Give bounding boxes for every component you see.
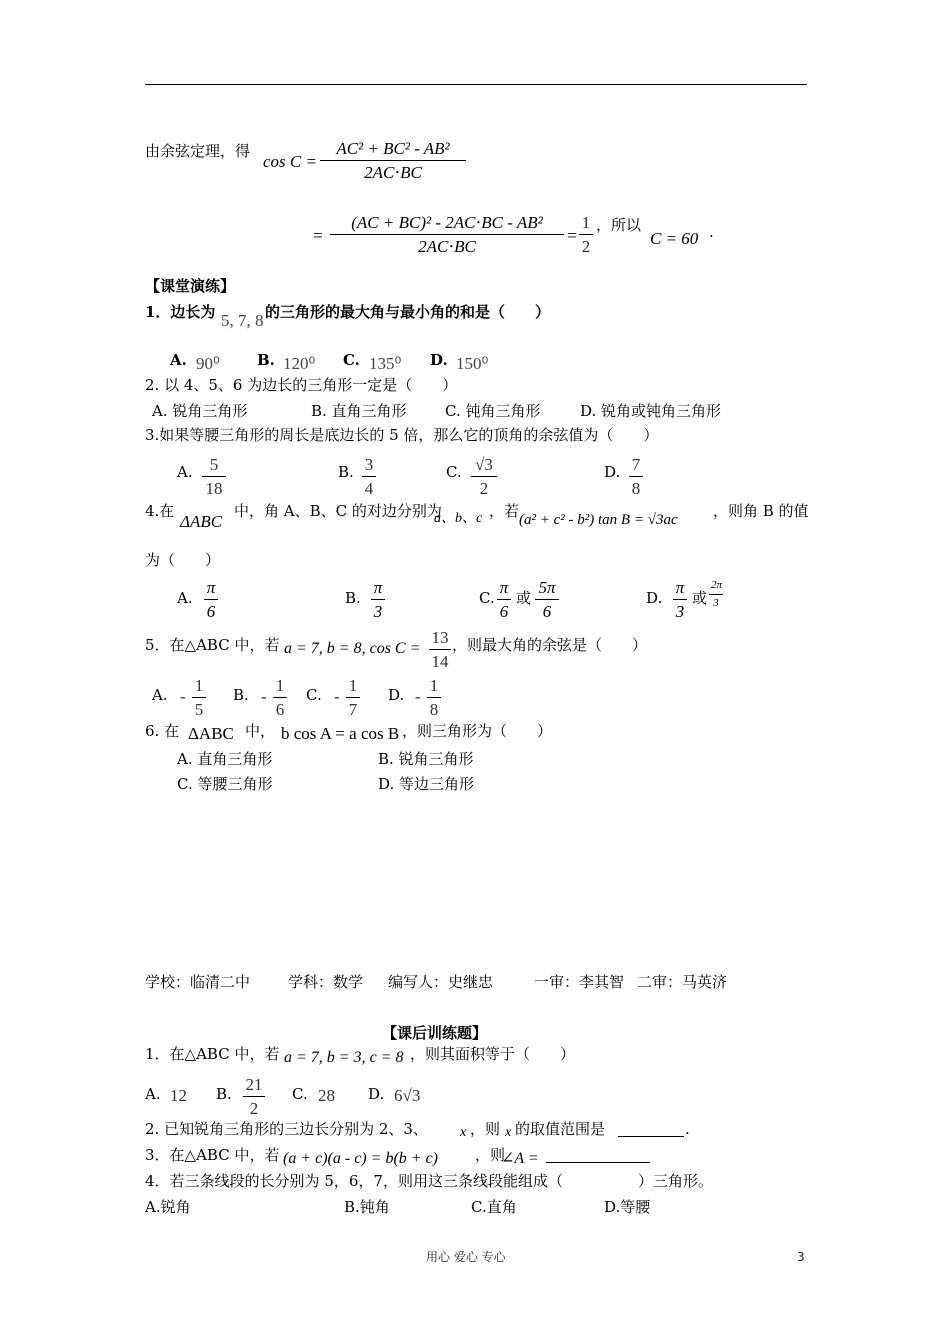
hw-q3-stem-a: 3．在△ABC 中，若 <box>145 1146 280 1164</box>
fraction-numerator: 1 <box>427 677 441 698</box>
q4-sides: a、b、c <box>434 511 483 526</box>
q5-stem-a: 5．在△ABC 中，若 <box>145 636 280 654</box>
fraction-denominator: 3 <box>373 602 383 621</box>
fraction-numerator: (AC + BC)² - 2AC⋅BC - AB² <box>330 214 564 235</box>
footer-motto: 用心 爱心 专心 <box>426 1250 506 1264</box>
q3-opt-d-label: D. <box>604 463 621 481</box>
hw-q2-stem-b: ，则 <box>470 1120 501 1138</box>
q3-opt-d-fraction <box>629 456 643 497</box>
q6-opt-d: D. 等边三角形 <box>378 775 475 793</box>
hw-q2-stem-a: 2. 已知锐角三角形的三边长分别为 2、3、 <box>145 1120 428 1138</box>
credit-author: 编写人：史继忠 <box>388 973 494 991</box>
q5-opt-d-fraction <box>427 677 441 718</box>
fraction-denominator: 18 <box>205 479 223 498</box>
q5-opt-d-label: D. <box>388 686 405 704</box>
fraction-denominator: 2 <box>479 479 489 498</box>
fraction-numerator: AC² + BC² - AB² <box>320 140 466 161</box>
section-title-homework: 【课后训练题】 <box>382 1024 488 1042</box>
q3-opt-b-label: B. <box>338 463 354 481</box>
q6-stem-c: ，则三角形为（ ） <box>402 722 553 740</box>
q4-triangle: ΔABC <box>180 512 223 531</box>
fraction-denominator: 4 <box>364 479 374 498</box>
q4-opt-d-or: 或 <box>692 589 708 607</box>
q4-opt-d-label: D. <box>646 589 663 607</box>
hw-q4-opt-d: D.等腰 <box>604 1198 651 1216</box>
q4-opt-c-or: 或 <box>516 589 532 607</box>
half-fraction <box>579 214 593 255</box>
q4-condition: (a² + c² - b²) tan B = √3ac <box>519 512 678 528</box>
q6-opt-a: A. 直角三角形 <box>177 750 273 768</box>
q1-sides: 5, 7, 8 <box>221 311 264 330</box>
q4-stem-d: ，则角 B 的值 <box>713 502 809 520</box>
q4-opt-b-fraction <box>371 579 385 620</box>
period: . <box>709 223 714 241</box>
hw-q1-opt-c-label: C. <box>292 1085 308 1103</box>
fraction-numerator: 3 <box>362 456 376 477</box>
page-number: 3 <box>797 1250 805 1264</box>
q1-opt-b-label: B. <box>257 351 275 369</box>
hw-q4-opt-b: B.钝角 <box>344 1198 390 1216</box>
q4-opt-c-fraction-2 <box>535 579 559 620</box>
fraction-numerator: 7 <box>629 456 643 477</box>
header-rule <box>145 84 807 85</box>
q4-opt-c-fraction <box>497 579 511 620</box>
fraction-denominator: 3 <box>675 602 685 621</box>
q5-opt-b-fraction <box>273 677 287 718</box>
q5-opt-c-minus: - <box>334 687 340 706</box>
result-angle: C = 60 <box>650 229 699 248</box>
hw-q2-var-2: x <box>505 1125 512 1140</box>
cos-c-lhs: cos C = <box>263 152 317 171</box>
q4-stem-b: 中，角 A、B、C 的对边分别为 <box>234 502 442 520</box>
hw-q4-stem: 4．若三条线段的长分别为 5，6，7，则用这三条线段能组成（ ）三角形。 <box>145 1172 713 1190</box>
q1-opt-c-value: 135⁰ <box>369 354 402 373</box>
fraction-denominator: 8 <box>429 700 439 719</box>
q5-opt-c-fraction <box>346 677 360 718</box>
fraction-numerator: √3 <box>471 456 497 477</box>
q5-fraction <box>429 629 451 670</box>
q5-stem-b: ，则最大角的余弦是（ ） <box>452 636 648 654</box>
fraction-denominator: 2AC⋅BC <box>364 163 422 182</box>
credit-review-1: 一审：李其智 <box>534 973 625 991</box>
hw-q3-answer-blank[interactable] <box>546 1162 650 1163</box>
q5-opt-a-minus: - <box>180 687 186 706</box>
q1-opt-a-value: 90⁰ <box>196 354 220 373</box>
section-title-practice: 【课堂演练】 <box>145 277 236 295</box>
fraction-numerator: π <box>204 579 218 600</box>
q1-opt-a-label: A. <box>170 351 187 369</box>
q5-condition: a = 7, b = 8, cos C = <box>284 640 421 657</box>
hw-q3-stem-b: ，则 <box>475 1146 506 1164</box>
fraction-denominator: 6 <box>499 602 509 621</box>
hw-q3-condition: (a + c)(a - c) = b(b + c) <box>283 1150 438 1167</box>
fraction-denominator: 5 <box>194 700 204 719</box>
q1-opt-d-value: 150⁰ <box>456 354 489 373</box>
q2-opt-a: A. 锐角三角形 <box>152 402 248 420</box>
fraction-denominator: 8 <box>631 479 641 498</box>
q3-opt-b-fraction <box>362 456 376 497</box>
q3-opt-a-fraction <box>202 456 226 497</box>
equals-sign-2: = <box>566 226 578 245</box>
hw-q1-opt-a-label: A. <box>145 1085 161 1103</box>
hw-q4-opt-c: C.直角 <box>471 1198 517 1216</box>
q4-opt-d-fraction <box>673 579 687 620</box>
q6-stem-b: 中， <box>245 722 276 740</box>
q1-stem-b: 的三角形的最大角与最小角的和是（ ） <box>265 303 551 321</box>
q3-opt-a-label: A. <box>177 463 193 481</box>
derivation-intro: 由余弦定理，得 <box>145 142 251 160</box>
q6-opt-b: B. 锐角三角形 <box>378 750 474 768</box>
q1-opt-b-value: 120⁰ <box>283 354 316 373</box>
fraction-numerator: 1 <box>579 214 593 235</box>
q5-opt-c-label: C. <box>306 686 322 704</box>
credit-school: 学校：临清二中 <box>145 973 251 991</box>
hw-q1-opt-b-fraction <box>243 1076 265 1117</box>
q5-opt-b-minus: - <box>261 687 267 706</box>
so-text: ，所以 <box>596 216 642 234</box>
q4-opt-d-fraction-2 <box>709 580 723 609</box>
q1-opt-c-label: C. <box>343 351 360 369</box>
q4-opt-a-fraction <box>204 579 218 620</box>
hw-q1-stem-b: ，则其面积等于（ ） <box>410 1045 576 1063</box>
q3-opt-c-label: C. <box>446 463 462 481</box>
fraction-denominator: 3 <box>713 597 719 609</box>
hw-q1-condition: a = 7, b = 3, c = 8 <box>284 1049 404 1066</box>
q6-opt-c: C. 等腰三角形 <box>177 775 273 793</box>
q2-opt-d: D. 锐角或钝角三角形 <box>580 402 722 420</box>
hw-q1-opt-d-label: D. <box>368 1085 385 1103</box>
q4-opt-c-label: C. <box>479 589 495 607</box>
expanded-fraction <box>330 214 564 255</box>
q5-opt-b-label: B. <box>233 686 249 704</box>
q4-opt-b-label: B. <box>345 589 361 607</box>
hw-q2-period: . <box>685 1120 690 1138</box>
fraction-denominator: 14 <box>431 652 449 671</box>
hw-q3-angle: ∠A = <box>501 1150 539 1167</box>
hw-q1-stem-a: 1．在△ABC 中，若 <box>145 1045 280 1063</box>
q5-opt-d-minus: - <box>415 687 421 706</box>
credit-review-2: 二审：马英济 <box>637 973 728 991</box>
fraction-denominator: 6 <box>275 700 285 719</box>
fraction-denominator: 2 <box>249 1099 259 1118</box>
hw-q1-opt-b-label: B. <box>216 1085 232 1103</box>
q4-stem-e: 为（ ） <box>145 551 221 569</box>
q2-opt-c: C. 钝角三角形 <box>445 402 541 420</box>
hw-q2-stem-c: 的取值范围是 <box>515 1120 606 1138</box>
q1-stem-a: 1．边长为 <box>145 303 216 321</box>
hw-q1-opt-d-value: 6√3 <box>394 1086 421 1105</box>
fraction-numerator: 21 <box>243 1076 265 1097</box>
q5-opt-a-label: A. <box>152 686 168 704</box>
hw-q1-opt-c-value: 28 <box>318 1086 335 1105</box>
fraction-denominator: 2AC⋅BC <box>418 237 476 256</box>
fraction-numerator: 5π <box>535 579 559 600</box>
q5-opt-a-fraction <box>192 677 206 718</box>
fraction-denominator: 6 <box>206 602 216 621</box>
q6-condition: b cos A = a cos B <box>281 724 400 743</box>
q2-stem: 2. 以 4、5、6 为边长的三角形一定是（ ） <box>145 376 458 394</box>
hw-q2-answer-blank[interactable] <box>618 1136 684 1137</box>
q1-opt-d-label: D. <box>430 351 448 369</box>
fraction-numerator: π <box>371 579 385 600</box>
hw-q2-var: x <box>460 1125 467 1140</box>
fraction-denominator: 6 <box>542 602 552 621</box>
fraction-numerator: 2π <box>709 580 723 595</box>
fraction-numerator: 13 <box>429 629 451 650</box>
q4-stem-c: ，若 <box>489 502 520 520</box>
fraction-numerator: 5 <box>202 456 226 477</box>
hw-q4-opt-a: A.锐角 <box>145 1198 191 1216</box>
fraction-denominator: 7 <box>348 700 358 719</box>
q3-opt-c-fraction <box>471 456 497 497</box>
q3-stem: 3.如果等腰三角形的周长是底边长的 5 倍，那么它的顶角的余弦值为（ ） <box>145 426 659 444</box>
hw-q1-opt-a-value: 12 <box>170 1086 187 1105</box>
q2-opt-b: B. 直角三角形 <box>311 402 407 420</box>
q4-opt-a-label: A. <box>177 589 193 607</box>
fraction-numerator: π <box>673 579 687 600</box>
cosine-fraction <box>320 140 466 181</box>
credit-subject: 学科：数学 <box>288 973 364 991</box>
q4-stem-a: 4.在 <box>145 502 175 520</box>
fraction-denominator: 2 <box>581 237 591 256</box>
fraction-numerator: 1 <box>273 677 287 698</box>
q6-stem-a: 6. 在 <box>145 722 180 740</box>
fraction-numerator: 1 <box>346 677 360 698</box>
fraction-numerator: π <box>497 579 511 600</box>
fraction-numerator: 1 <box>192 677 206 698</box>
q6-triangle: ΔABC <box>188 724 234 743</box>
equals-sign: = <box>312 226 324 245</box>
